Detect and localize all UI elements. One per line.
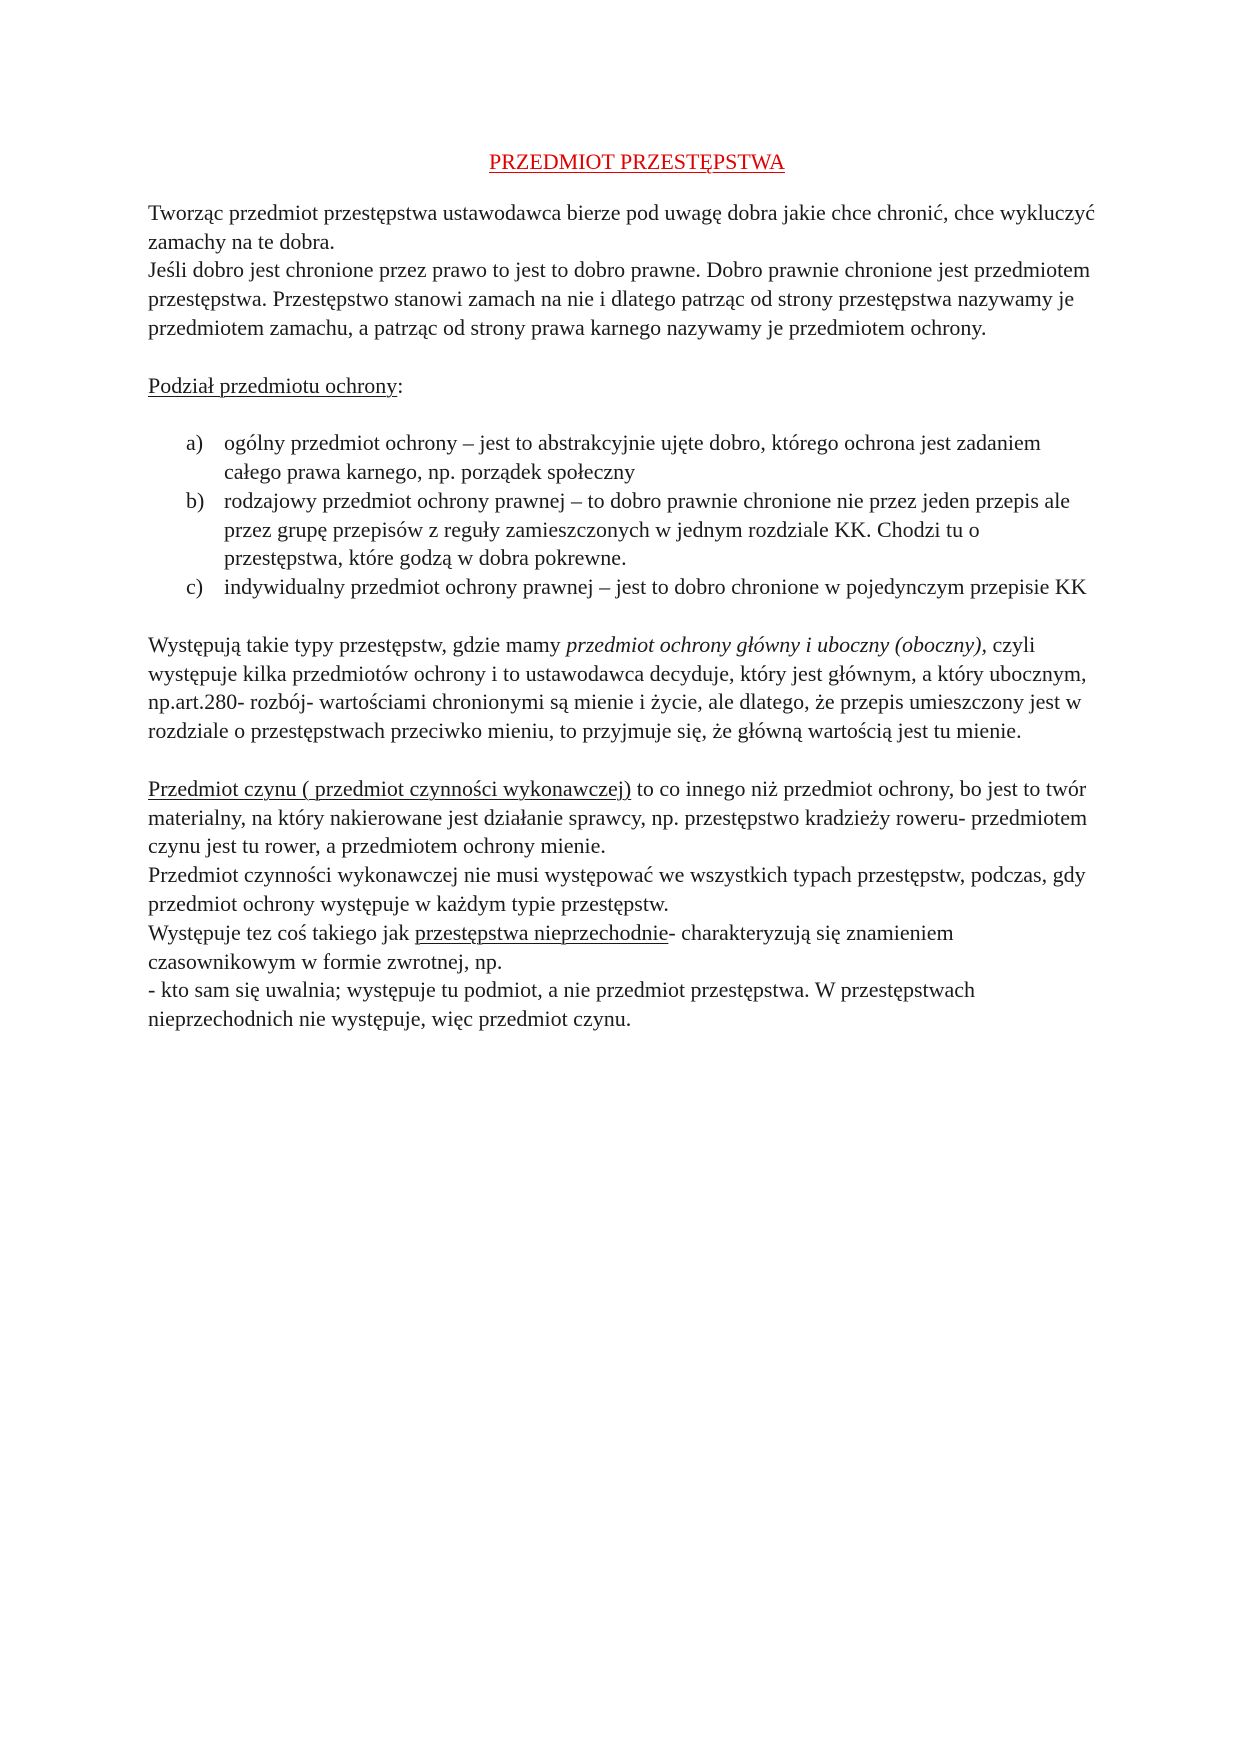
spacer <box>148 746 1098 775</box>
division-list <box>148 429 1098 602</box>
spacer <box>148 343 1098 372</box>
list-item-text: ogólny przedmiot ochrony – jest to abstrakcyjnie ujęte dobro, którego ochrona jest zadaniem całego prawa karnego, np. porządek społeczny <box>224 430 1041 484</box>
list-item <box>186 429 1098 487</box>
list-marker: c) <box>186 574 204 600</box>
intro-paragraph-2: Jeśli dobro jest chronione przez prawo to jest to dobro prawne. Dobro prawnie chronione jest przedmiotem przestępstwa. Przestępstwo stanowi zamach na nie i dlatego patrząc od strony przestępstwa nazywamy je przedmiotem zamachu, a patrząc od strony prawa karnego nazywamy je przedmiotem ochrony. <box>148 257 1091 340</box>
list-item-text: rodzajowy przedmiot ochrony prawnej – to dobro prawnie chronione nie przez jeden przepis ale przez grupę przepisów z reguły zamieszczonych w jednym rozdziale KK. Chodzi tu o przestępstwa, które godzą w dobra pokrewne. <box>224 487 1071 571</box>
act-p3-after: - charakteryzują się znamieniem czasownikowym w formie zwrotnej, np. <box>148 919 954 974</box>
list-marker: b) <box>186 487 205 513</box>
intro-paragraph-1: Tworząc przedmiot przestępstwa ustawodawca bierze pod uwagę dobra jakie chce chronić, chce wykluczyć zamachy na te dobra. <box>148 199 1096 254</box>
act-text: to co innego niż przedmiot ochrony, bo jest to twór materialny, na który nakierowane jest działanie sprawcy, np. przestępstwo kradzieży roweru- przedmiotem czynu jest tu rower, a przedmiotem ochrony mienie. <box>148 775 1088 859</box>
intransitive-term: przestępstwa nieprzechodnie <box>414 919 669 945</box>
act-paragraph-3 <box>148 919 1098 977</box>
act-p3-before: Występuje tez coś takiego jak <box>148 919 415 945</box>
spacer <box>148 602 1098 631</box>
list-marker: a) <box>186 430 204 456</box>
document-title: PRZEDMIOT PRZESTĘPSTWA <box>488 149 785 174</box>
act-term: Przedmiot czynu ( przedmiot czynności wykonawczej) <box>148 775 632 801</box>
types-text-before: Występują takie typy przestępstw, gdzie mamy <box>148 631 567 657</box>
act-paragraph-1 <box>148 775 1098 861</box>
types-italic-term: przedmiot ochrony główny i uboczny (oboczny), <box>566 631 987 657</box>
division-heading-text: Podział przedmiotu ochrony <box>148 372 398 398</box>
act-paragraph-4: - kto sam się uwalnia; występuje tu podmiot, a nie przedmiot przestępstwa. W przestępstwach nieprzechodnich nie występuje, więc przedmiot czynu. <box>148 977 976 1032</box>
spacer <box>148 400 1098 429</box>
list-item-text: indywidualny przedmiot ochrony prawnej – jest to dobro chronione w pojedynczym przepisie KK <box>224 574 1087 600</box>
act-paragraph-2: Przedmiot czynności wykonawczej nie musi występować we wszystkich typach przestępstw, podczas, gdy przedmiot ochrony występuje w każdym typie przestępstw. <box>148 862 1086 916</box>
types-paragraph <box>148 631 1098 746</box>
division-heading-colon: : <box>397 372 404 398</box>
division-heading <box>148 372 1098 401</box>
document-body <box>148 148 1098 1034</box>
list-item <box>186 573 1098 602</box>
list-item <box>186 487 1098 573</box>
types-text-after: czyli występuje kilka przedmiotów ochrony i to ustawodawca decyduje, który jest głównym, a który ubocznym, np.art.280- rozbój- wartościami chronionymi są mienie i życie, ale dlatego, że przepis umieszczony jest w rozdziale o przestępstwach przeciwko mieniu, to przyjmuje się, że główną wartością jest tu mienie. <box>148 631 1087 744</box>
